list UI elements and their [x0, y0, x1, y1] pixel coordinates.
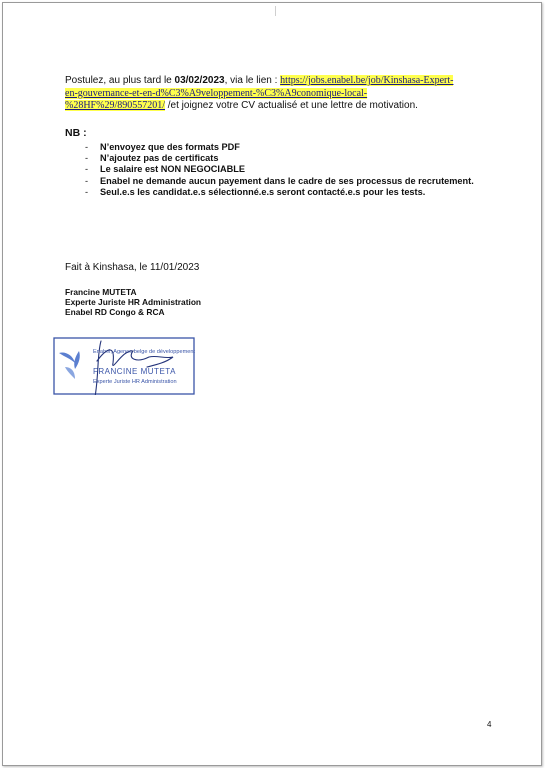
stamp-line-2: FRANCINE MUTETA: [93, 367, 176, 376]
stamp-line-3: Experte Juriste HR Administration: [93, 379, 177, 385]
place-date: Fait à Kinshasa, le 11/01/2023: [65, 262, 200, 273]
application-instructions: Postulez, au plus tard le 03/02/2023, via le lien : https://jobs.enabel.be/job/Kinshasa-Expert- en-gouvernance-et-en-d%C3%A9veloppement-%C3%A9conomique-local- %28HF%29/890557201/ /et joignez votre CV actualisé et une lettre de motivation.: [65, 75, 454, 111]
signatory-name: Francine MUTETA: [65, 287, 137, 297]
signatory-org: Enabel RD Congo & RCA: [65, 307, 165, 317]
document-page: [2, 2, 542, 766]
deadline-date: 03/02/2023: [174, 75, 225, 86]
list-item: - Enabel ne demande aucun payement dans le cadre de ses processus de recrutement.: [85, 175, 474, 186]
list-item: - N’envoyez que des formats PDF: [85, 142, 240, 152]
list-item: - Seul.e.s les candidat.e.s sélectionné.e.s seront contacté.e.s pour les tests.: [85, 186, 426, 197]
official-stamp: [53, 337, 195, 395]
job-link[interactable]: https://jobs.enabel.be/job/Kinshasa-Expert- en-gouvernance-et-en-d%C3%A9veloppement-%C3%A9conomique-local- %28HF%29/890557201/: [65, 75, 454, 111]
list-item: - Le salaire est NON NEGOCIABLE: [85, 164, 245, 175]
page-number: 4: [487, 720, 492, 729]
page-top-mark: [275, 6, 276, 16]
enabel-logo-icon: [59, 352, 75, 363]
list-item: - N’ajoutez pas de certificats: [85, 153, 219, 164]
stamp-line-1: Enabel, Agence belge de développement: [93, 349, 195, 355]
notes-list: [85, 142, 493, 198]
nb-title: NB :: [65, 127, 87, 139]
signatory-role: Experte Juriste HR Administration: [65, 297, 202, 307]
